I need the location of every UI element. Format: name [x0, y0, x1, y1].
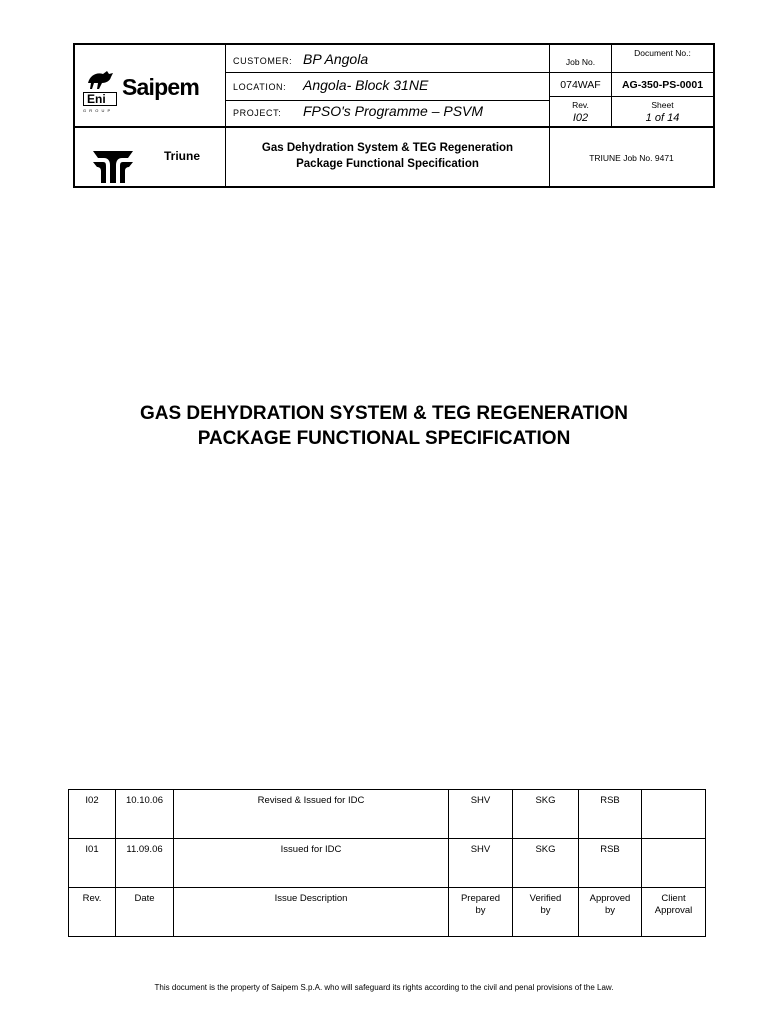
property-notice: This document is the property of Saipem S.p.A. who will safeguard its rights according to the civil and penal provisions of the Law.: [154, 983, 614, 992]
table-row: [69, 839, 706, 888]
prepared-column-header: [449, 888, 513, 937]
document-title: [0, 401, 768, 451]
job-no-label: Job No.: [565, 57, 596, 67]
approved-header-line-2: by: [604, 905, 616, 916]
description-cell: Issued for IDC: [174, 839, 449, 888]
rev-label: Rev.: [572, 100, 589, 110]
sheet-value: 1 of 14: [645, 112, 680, 124]
table-row: [69, 790, 706, 839]
description-cell: Revised & Issued for IDC: [174, 790, 449, 839]
triune-name: Triune: [164, 149, 201, 163]
document-title-line-1: GAS DEHYDRATION SYSTEM & TEG REGENERATION: [139, 403, 629, 424]
prepared-header-line-2: by: [475, 905, 486, 916]
verified-column-header: [513, 888, 579, 937]
client-approval-column-header: [642, 888, 706, 937]
rev-cell: I02: [69, 790, 116, 839]
date-column-header: Date: [116, 888, 174, 937]
description-column-header: Issue Description: [174, 888, 449, 937]
eni-group-text: G R O U P: [83, 108, 112, 113]
customer-label: CUSTOMER:: [233, 56, 293, 66]
eni-logo-text: Eni: [87, 92, 106, 106]
six-legged-dog-icon: [85, 69, 115, 91]
document-no-label: Document No.:: [634, 48, 691, 58]
verified-cell: SKG: [513, 839, 579, 888]
verified-cell: SKG: [513, 790, 579, 839]
date-cell: 11.09.06: [116, 839, 174, 888]
approved-column-header: [579, 888, 642, 937]
approved-header-line-1: Approved: [589, 893, 631, 904]
triune-logo-icon: [91, 149, 135, 185]
verified-header-line-1: Verified: [529, 893, 562, 904]
rev-value: I02: [572, 112, 589, 124]
customer-value: BP Angola: [303, 51, 369, 67]
triune-job-number: TRIUNE Job No. 9471: [589, 153, 674, 163]
rev-column-header: Rev.: [69, 888, 116, 937]
project-value: FPSO's Programme – PSVM: [303, 103, 484, 119]
location-value: Angola- Block 31NE: [303, 77, 429, 93]
verified-header-line-2: by: [540, 905, 551, 916]
prepared-header-line-1: Prepared: [460, 893, 501, 904]
table-header-row: [69, 888, 706, 937]
subtitle-line-2: Package Functional Specification: [296, 158, 479, 170]
client-header-line-2: Approval: [654, 905, 693, 916]
saipem-eni-logo: [81, 67, 213, 112]
subtitle-line-1: Gas Dehydration System & TEG Regeneration: [261, 142, 514, 154]
saipem-logo-text: Saipem: [122, 74, 200, 100]
prepared-cell: SHV: [449, 839, 513, 888]
revision-table: [68, 789, 706, 937]
document-header: [73, 43, 715, 188]
approved-cell: RSB: [579, 790, 642, 839]
sheet-label: Sheet: [651, 100, 674, 110]
document-no-value: AG-350-PS-0001: [621, 79, 704, 91]
rev-cell: I01: [69, 839, 116, 888]
approved-cell: RSB: [579, 839, 642, 888]
document-title-line-2: PACKAGE FUNCTIONAL SPECIFICATION: [197, 428, 571, 449]
prepared-cell: SHV: [449, 790, 513, 839]
project-label: PROJECT:: [233, 108, 282, 118]
client-approval-cell: [642, 790, 706, 839]
job-no-value: 074WAF: [560, 79, 601, 91]
location-label: LOCATION:: [233, 82, 287, 92]
client-header-line-1: Client: [661, 893, 686, 904]
client-approval-cell: [642, 839, 706, 888]
date-cell: 10.10.06: [116, 790, 174, 839]
